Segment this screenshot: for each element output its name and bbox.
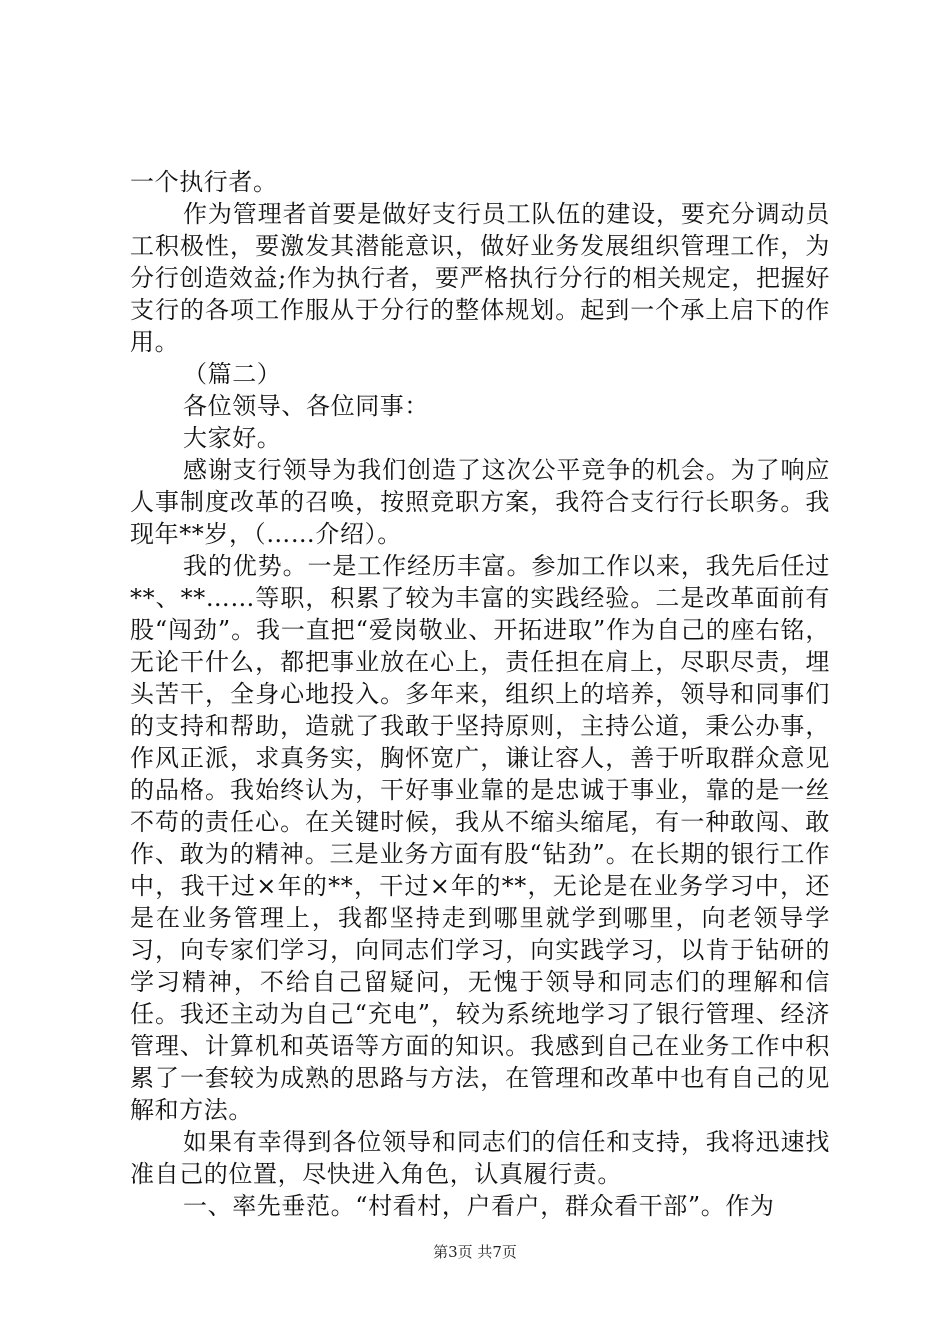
salutation: 各位领导、各位同事： (183, 392, 429, 420)
document-body (130, 166, 830, 1222)
paragraph-continuation: 一个执行者。 (130, 168, 278, 196)
paragraph-thanks: 感谢支行领导为我们创造了这次公平竞争的机会。为了响应人事制度改革的召唤，按照竞职方案，我符合支行行长职务。我现年**岁，（……介绍）。 (130, 456, 830, 548)
section-heading: （篇二） (183, 360, 282, 388)
paragraph-lead-by-example: 一、率先垂范。“村看村，户看户，群众看干部”。作为 (183, 1192, 775, 1220)
paragraph-strengths: 我的优势。一是工作经历丰富。参加工作以来，我先后任过**、**……等职，积累了较为丰富的实践经验。二是改革面前有股“闯劲”。我一直把“爱岗敬业、开拓进取”作为自己的座右铭，无论干什么，都把事业放在心上，责任担在肩上，尽职尽责，埋头苦干，全身心地投入。多年来，组织上的培养，领导和同事们的支持和帮助，造就了我敢于坚持原则，主持公道，秉公办事，作风正派，求真务实，胸怀宽广，谦让容人，善于听取群众意见的品格。我始终认为，干好事业靠的是忠诚于事业，靠的是一丝不苟的责任心。在关键时候，我从不缩头缩尾，有一种敢闯、敢作、敢为的精神。三是业务方面有股“钻劲”。在长期的银行工作中，我干过×年的**，干过×年的**，无论是在业务学习中，还是在业务管理上，我都坚持走到哪里就学到哪里，向老领导学习，向专家们学习，向同志们学习，向实践学习，以肯于钻研的学习精神，不给自己留疑问，无愧于领导和同志们的理解和信任。我还主动为自己“充电”，较为系统地学习了银行管理、经济管理、计算机和英语等方面的知识。我感到自己在业务工作中积累了一套较为成熟的思路与方法，在管理和改革中也有自己的见解和方法。 (130, 552, 830, 1124)
page-footer: 第3页 共7页 (433, 1243, 517, 1261)
paragraph-manager-role: 作为管理者首要是做好支行员工队伍的建设，要充分调动员工积极性，要激发其潜能意识，做好业务发展组织管理工作，为分行创造效益;作为执行者，要严格执行分行的相关规定，把握好支行的各项工作服从于分行的整体规划。起到一个承上启下的作用。 (130, 200, 830, 356)
paragraph-commitment: 如果有幸得到各位领导和同志们的信任和支持，我将迅速找准自己的位置，尽快进入角色，认真履行责。 (130, 1128, 830, 1188)
greeting: 大家好。 (183, 424, 282, 452)
